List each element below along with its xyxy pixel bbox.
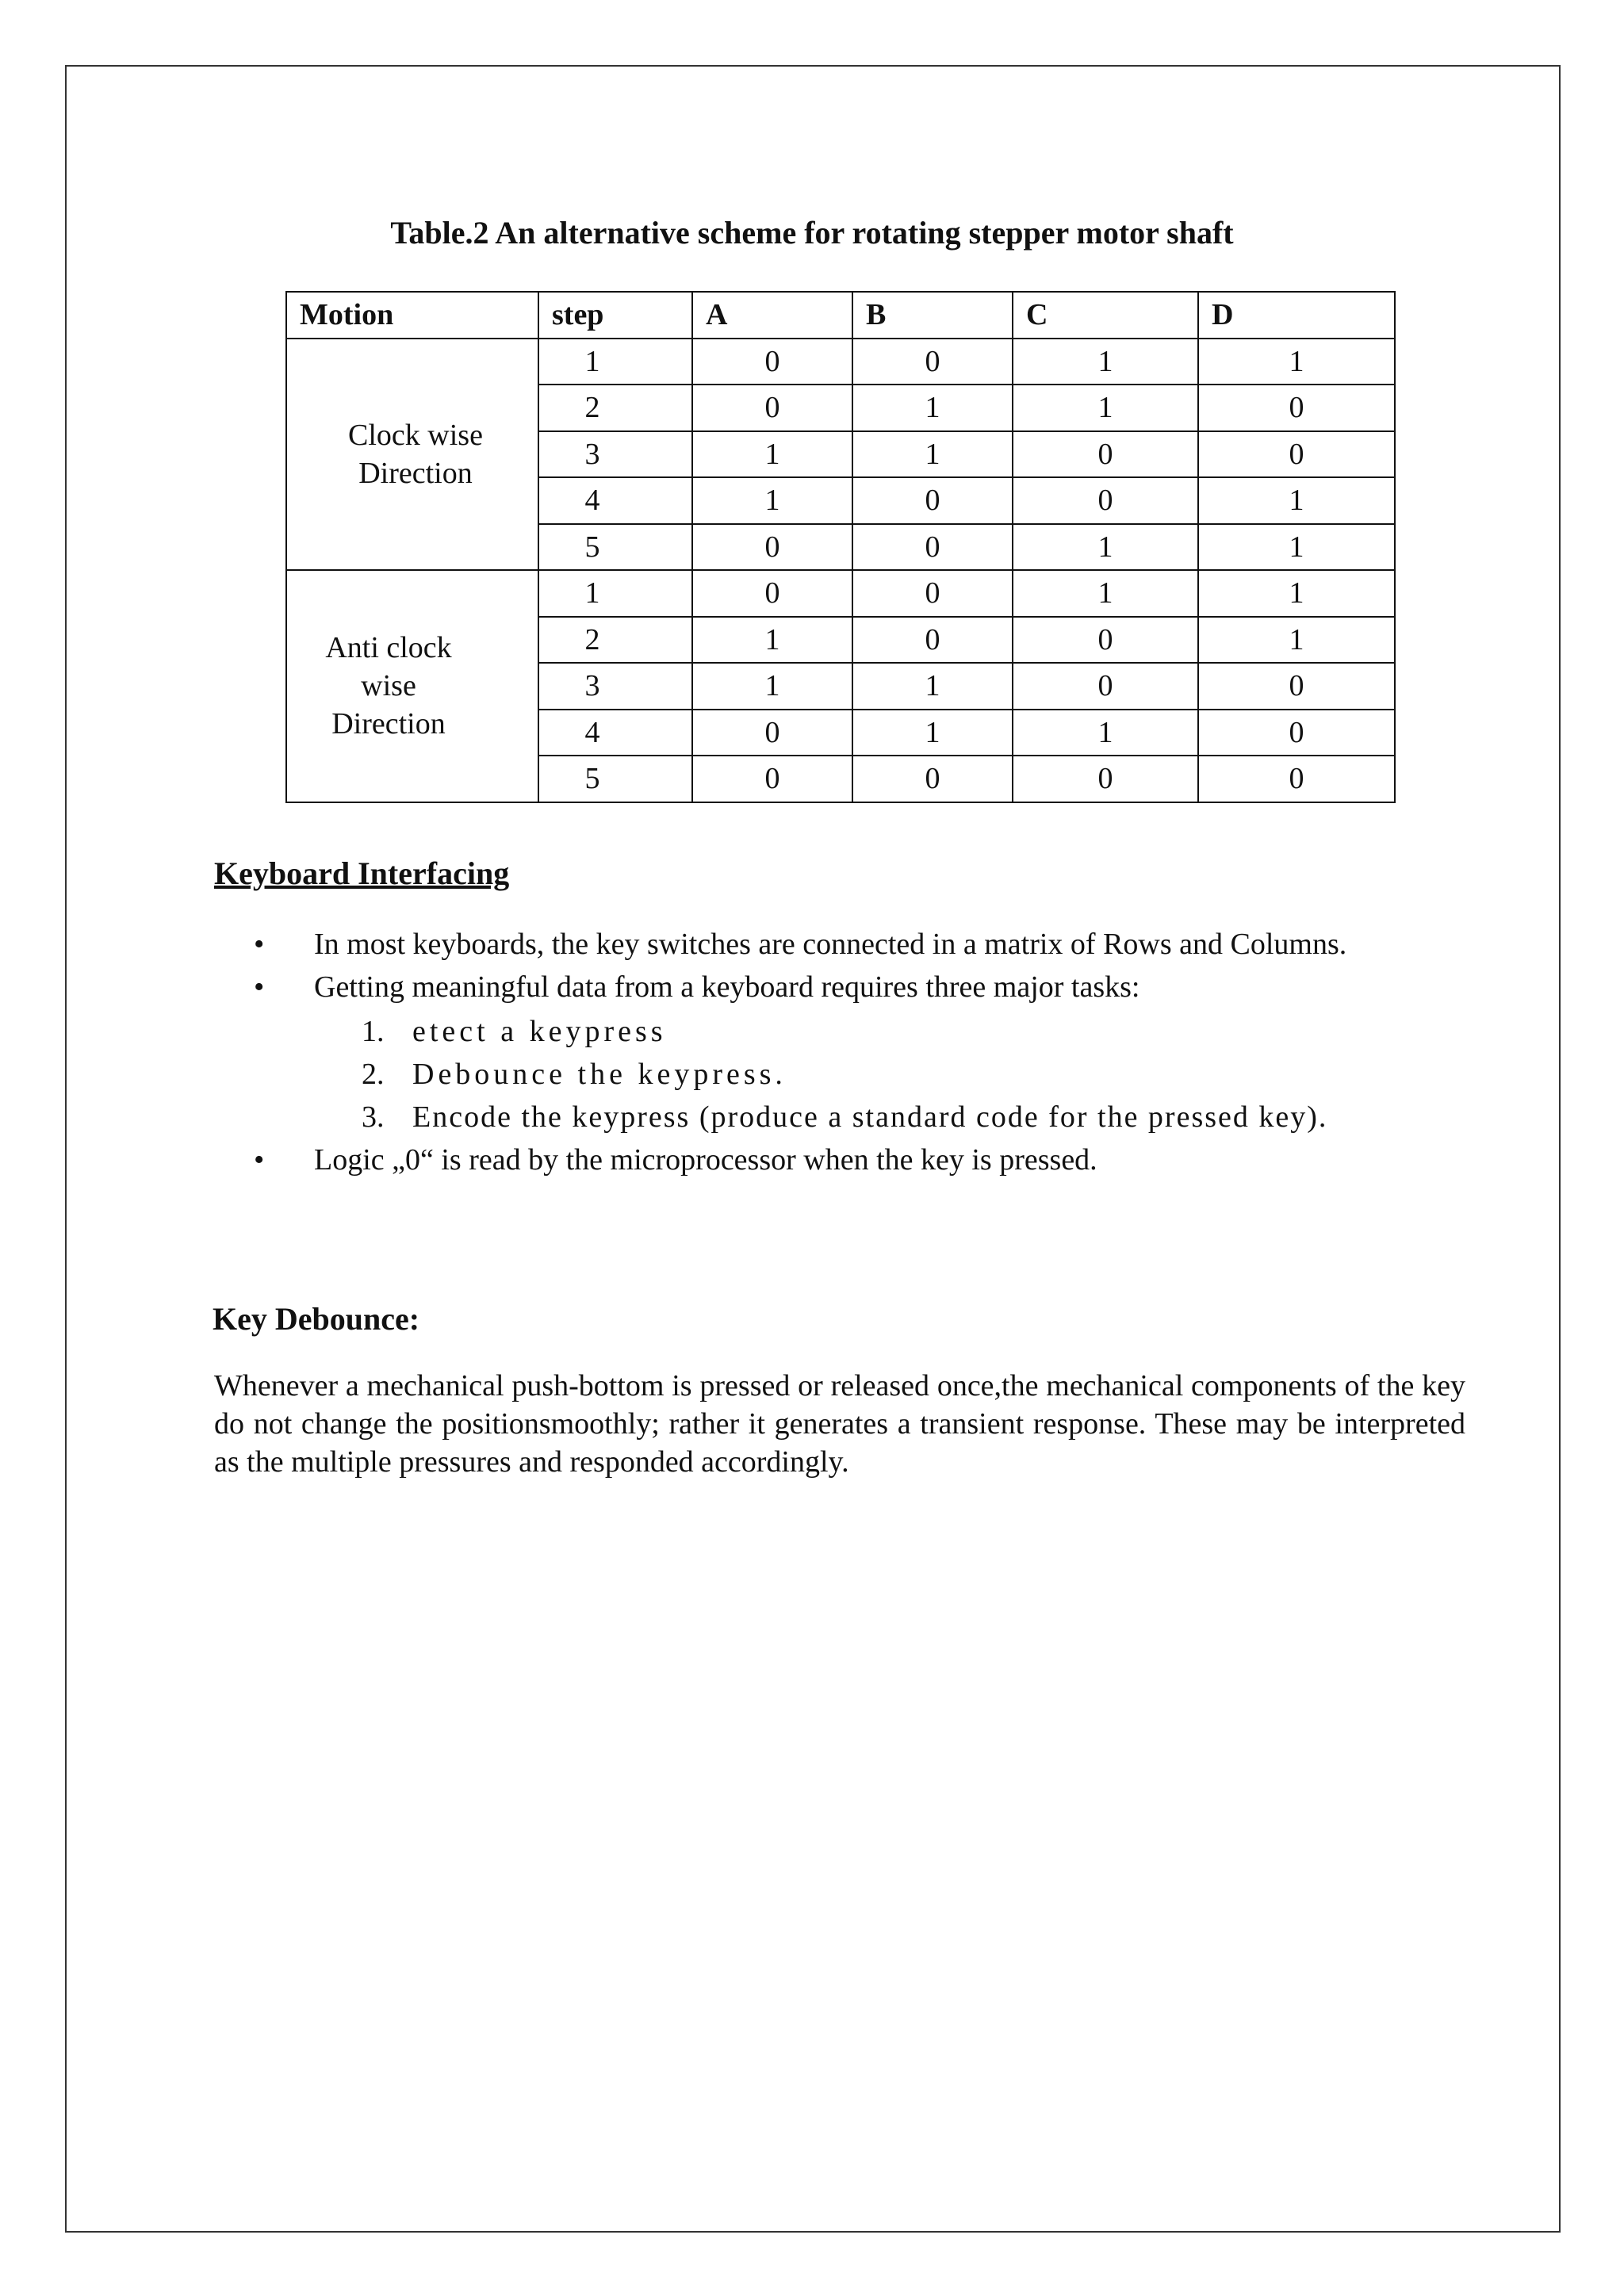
value-cell: 0 (1198, 710, 1395, 756)
value-cell: 1 (1013, 710, 1198, 756)
value-cell: 0 (852, 617, 1013, 664)
task-number: 2. (362, 1058, 385, 1091)
header-c: C (1013, 292, 1198, 339)
value-cell: 1 (692, 617, 852, 664)
task-text: Debounce the keypress. (412, 1058, 787, 1091)
bullet-item (254, 926, 1396, 962)
value-cell: 0 (692, 524, 852, 571)
value-cell: 1 (852, 710, 1013, 756)
value-cell: 0 (1013, 477, 1198, 524)
value-cell: 0 (1198, 431, 1395, 478)
value-cell: 0 (852, 756, 1013, 802)
value-cell: 0 (1013, 431, 1198, 478)
motion-cell: Anti clock wise Direction (286, 570, 538, 802)
task-item (362, 1056, 1396, 1093)
motion-cell: Clock wise Direction (286, 339, 538, 571)
value-cell: 0 (1013, 663, 1198, 710)
value-cell: 0 (852, 570, 1013, 617)
keyboard-interfacing-heading: Keyboard Interfacing (214, 855, 510, 891)
step-cell: 4 (538, 477, 692, 524)
value-cell: 0 (692, 339, 852, 385)
value-cell: 1 (1198, 477, 1395, 524)
table-caption: Table.2 An alternative scheme for rotating stepper motor shaft (390, 215, 1234, 251)
value-cell: 0 (852, 477, 1013, 524)
key-debounce-heading: Key Debounce: (213, 1301, 420, 1337)
key-debounce-paragraph: Whenever a mechanical push-bottom is pressed or released once,the mechanical components of the key do not change the positionsmoothly; rather it generates a transient response. These may be interpreted as the multiple pressures and responded accordingly. (214, 1369, 1465, 1479)
value-cell: 1 (852, 663, 1013, 710)
task-list (254, 1013, 1396, 1135)
value-cell: 0 (1013, 617, 1198, 664)
bullet-text: In most keyboards, the key switches are connected in a matrix of Rows and Columns. (314, 928, 1347, 961)
step-cell: 5 (538, 524, 692, 571)
value-cell: 0 (692, 385, 852, 431)
value-cell: 1 (692, 663, 852, 710)
header-a: A (692, 292, 852, 339)
bullet-text: Getting meaningful data from a keyboard requires three major tasks: (314, 970, 1140, 1004)
step-cell: 4 (538, 710, 692, 756)
table-header-row (286, 292, 1395, 339)
value-cell: 1 (852, 385, 1013, 431)
value-cell: 1 (1013, 524, 1198, 571)
step-cell: 5 (538, 756, 692, 802)
value-cell: 1 (1198, 524, 1395, 571)
value-cell: 1 (1198, 617, 1395, 664)
bullet-dot-icon: • (254, 1143, 265, 1177)
value-cell: 1 (1013, 339, 1198, 385)
task-number: 1. (362, 1015, 385, 1048)
header-step: step (538, 292, 692, 339)
value-cell: 1 (692, 431, 852, 478)
value-cell: 1 (1198, 570, 1395, 617)
stepper-table (285, 291, 1396, 803)
value-cell: 1 (692, 477, 852, 524)
bullet-item (254, 1142, 1396, 1178)
header-motion: Motion (286, 292, 538, 339)
value-cell: 0 (692, 756, 852, 802)
bullet-item (254, 969, 1396, 1005)
bullet-dot-icon: • (254, 928, 265, 961)
table-body (286, 339, 1395, 802)
value-cell: 1 (852, 431, 1013, 478)
header-b: B (852, 292, 1013, 339)
step-cell: 1 (538, 570, 692, 617)
bullet-dot-icon: • (254, 970, 265, 1004)
task-item (362, 1099, 1396, 1135)
task-number: 3. (362, 1100, 385, 1134)
value-cell: 0 (1198, 756, 1395, 802)
value-cell: 1 (1013, 570, 1198, 617)
keyboard-bullet-list (254, 926, 1396, 1178)
value-cell: 0 (852, 524, 1013, 571)
step-cell: 3 (538, 431, 692, 478)
value-cell: 1 (1013, 385, 1198, 431)
value-cell: 0 (692, 710, 852, 756)
table-row (286, 339, 1395, 385)
step-cell: 2 (538, 617, 692, 664)
value-cell: 0 (852, 339, 1013, 385)
task-item (362, 1013, 1396, 1050)
value-cell: 0 (1198, 663, 1395, 710)
table-row (286, 570, 1395, 617)
value-cell: 1 (1198, 339, 1395, 385)
bullet-text: Logic „0“ is read by the microprocessor when the key is pressed. (314, 1143, 1097, 1177)
step-cell: 2 (538, 385, 692, 431)
task-text: Encode the keypress (produce a standard code for the pressed key). (412, 1100, 1328, 1134)
step-cell: 1 (538, 339, 692, 385)
step-cell: 3 (538, 663, 692, 710)
value-cell: 0 (692, 570, 852, 617)
value-cell: 0 (1013, 756, 1198, 802)
task-text: etect a keypress (412, 1015, 667, 1048)
header-d: D (1198, 292, 1395, 339)
value-cell: 0 (1198, 385, 1395, 431)
